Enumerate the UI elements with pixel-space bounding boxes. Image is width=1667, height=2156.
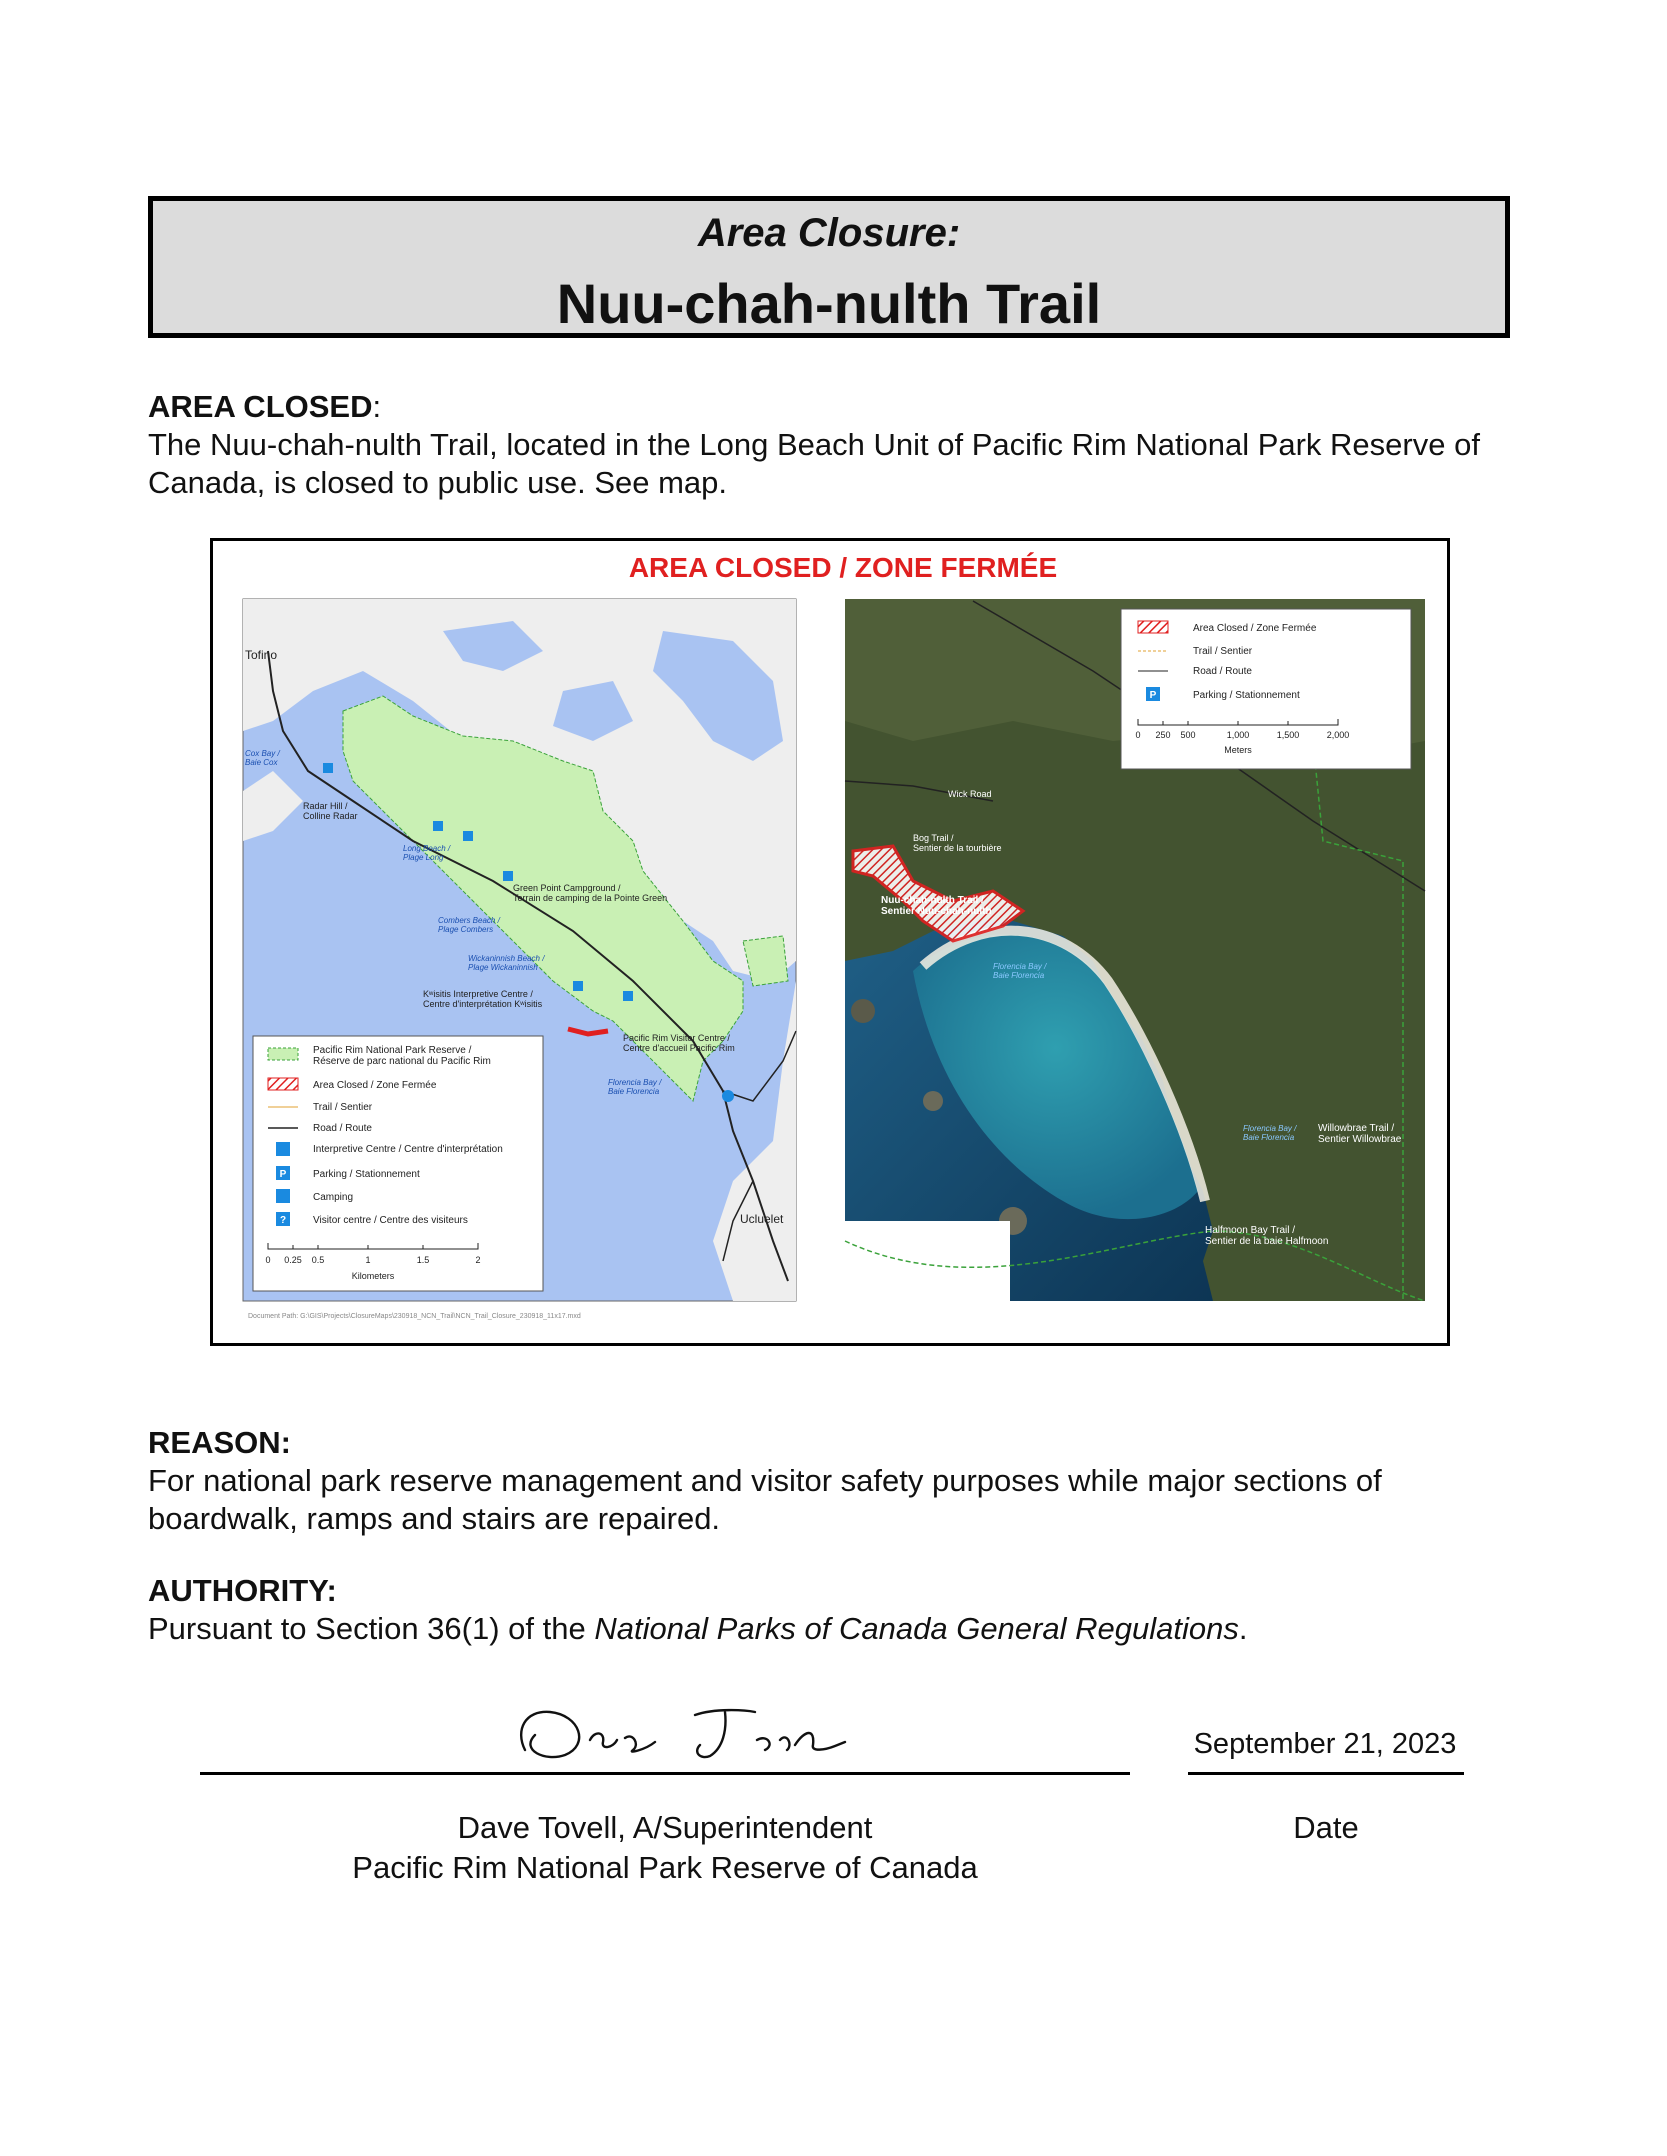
svg-text:Pacific Rim National Park Rese: Pacific Rim National Park Reserve / Réserve de parc national du Pacific Rim	[313, 1045, 491, 1067]
authority-text-before: Pursuant to Section 36(1) of the	[148, 1611, 595, 1646]
scale-unit-left: Kilometers	[351, 1271, 395, 1281]
legend-road-left: Road / Route	[313, 1123, 372, 1134]
label-long-beach: Long Beach / Plage Long	[403, 844, 451, 862]
label-cox-bay: Cox Bay / Baie Cox	[245, 749, 280, 767]
label-wickaninnish: Wickaninnish Beach / Plage Wickaninnish	[468, 954, 545, 972]
legend-parking-left: Parking / Stationnement	[313, 1169, 420, 1180]
detail-map	[845, 599, 1425, 1301]
authority-section	[148, 1572, 1528, 1648]
document-path: Document Path: G:\GIS\Projects\ClosureMaps\230918_NCN_Trail\NCN_Trail_Closure_230918_11x17.mxd	[248, 1313, 581, 1320]
date-line	[1188, 1772, 1464, 1775]
label-tofino: Tofino	[245, 648, 278, 662]
document-title: Nuu-chah-nulth Trail	[556, 272, 1102, 335]
scale-tick: 0.5	[311, 1255, 325, 1265]
area-closed-colon: :	[372, 389, 382, 424]
scale-tick: 250	[1155, 730, 1171, 740]
legend-road-right: Road / Route	[1193, 666, 1252, 677]
date-label: Date	[1293, 1810, 1359, 1845]
label-kwisitis: Kʷisitis Interpretive Centre / Centre d'interprétation Kʷisitis	[423, 989, 543, 1009]
label-bog-trail: Bog Trail / Sentier de la tourbière	[913, 833, 1002, 853]
closure-map	[210, 538, 1450, 1346]
label-wick-road: Wick Road	[948, 789, 992, 799]
label-combers: Combers Beach / Plage Combers	[438, 916, 500, 934]
signatory-org: Pacific Rim National Park Reserve of Canada	[352, 1850, 978, 1885]
label-florencia-small: Florencia Bay / Baie Florencia	[1243, 1124, 1297, 1142]
label-pacific-rim-vc: Pacific Rim Visitor Centre / Centre d'accueil Pacific Rim	[623, 1033, 735, 1053]
reason-heading: REASON:	[148, 1425, 291, 1460]
scale-tick: 1,000	[1226, 730, 1250, 740]
map-title: AREA CLOSED / ZONE FERMÉE	[628, 552, 1058, 583]
area-closed-text: The Nuu-chah-nulth Trail, located in the Long Beach Unit of Pacific Rim National Park Reserve of Canada, is closed to public use. See map.	[148, 427, 1480, 500]
map-svg	[213, 541, 1447, 1343]
area-closed-section	[148, 388, 1528, 502]
handwritten-signature	[495, 1690, 855, 1780]
area-closed-heading: AREA CLOSED	[148, 389, 373, 424]
scale-tick: 1.5	[416, 1255, 430, 1265]
label-halfmoon: Halfmoon Bay Trail / Sentier de la baie Halfmoon	[1205, 1225, 1329, 1247]
scale-tick: 1	[365, 1255, 371, 1265]
label-green-point: Green Point Campground / Terrain de camping de la Pointe Green	[513, 883, 668, 903]
label-radar-hill: Radar Hill / Colline Radar	[303, 801, 358, 821]
authority-regulation-name: National Parks of Canada General Regulations	[594, 1611, 1239, 1646]
title-box	[148, 196, 1510, 338]
document-subtitle: Area Closure:	[697, 211, 961, 255]
reason-text: For national park reserve management and visitor safety purposes while major sections of boardwalk, ramps and stairs are repaired.	[148, 1463, 1382, 1536]
legend-visitor-left: Visitor centre / Centre des visiteurs	[313, 1215, 468, 1226]
legend-interpretive-left: Interpretive Centre / Centre d'interprétation	[313, 1144, 503, 1155]
detail-legend	[1121, 609, 1411, 769]
authority-heading: AUTHORITY:	[148, 1573, 337, 1608]
visitor-centre-icon: ?	[279, 1215, 287, 1226]
signature-date: September 21, 2023	[1193, 1728, 1457, 1760]
overview-map	[243, 599, 796, 1301]
legend-area-closed-right: Area Closed / Zone Fermée	[1193, 623, 1317, 634]
authority-text-after: .	[1238, 1611, 1248, 1646]
scale-tick: 1,500	[1276, 730, 1300, 740]
parking-icon: P	[1149, 690, 1157, 701]
scale-tick: 2	[475, 1255, 481, 1265]
legend-trail-right: Trail / Sentier	[1193, 646, 1253, 657]
label-ucluelet: Ucluelet	[740, 1212, 784, 1226]
legend-camping-left: Camping	[313, 1192, 354, 1203]
scale-tick: 0	[265, 1255, 271, 1265]
label-willowbrae: Willowbrae Trail / Sentier Willowbrae	[1318, 1123, 1402, 1145]
scale-unit-right: Meters	[1224, 745, 1252, 755]
visitor-centre-icon	[722, 1090, 734, 1102]
label-florencia-left: Florencia Bay / Baie Florencia	[608, 1078, 662, 1096]
signatory-name: Dave Tovell, A/Superintendent	[457, 1810, 873, 1845]
parking-icon: P	[279, 1169, 287, 1180]
legend-area-closed-left: Area Closed / Zone Fermée	[313, 1080, 437, 1091]
scale-tick: 500	[1180, 730, 1196, 740]
scale-tick: 2,000	[1326, 730, 1350, 740]
overview-legend	[253, 1036, 543, 1291]
label-florencia-right: Florencia Bay / Baie Florencia	[993, 962, 1047, 980]
signature-line	[200, 1772, 1130, 1775]
label-radar-hill: Radar Hill /	[303, 801, 348, 811]
reason-section	[148, 1424, 1528, 1538]
scale-tick: 0	[1135, 730, 1141, 740]
legend-parking-right: Parking / Stationnement	[1193, 690, 1300, 701]
scale-tick: 0.25	[284, 1255, 302, 1265]
label-nuu-trail: Nuu-chah-nulth Trail / Sentier Nuu-chah-nulth	[881, 895, 992, 917]
legend-trail-left: Trail / Sentier	[313, 1102, 373, 1113]
